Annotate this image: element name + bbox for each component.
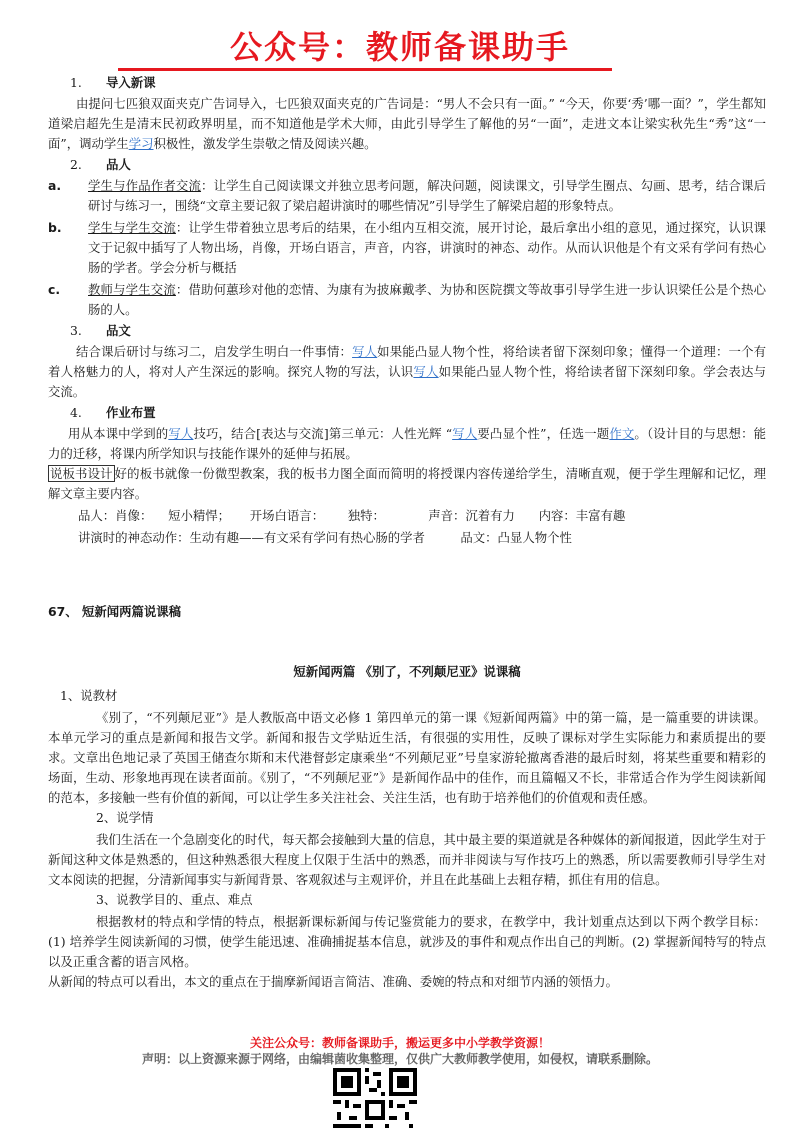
link-study[interactable]: 学习 <box>128 136 154 151</box>
section-heading: 2、说学情 <box>96 810 154 825</box>
section-heading: 1、说教材 <box>60 688 118 703</box>
link-xieren[interactable]: 写人 <box>168 426 194 441</box>
promo-line: 关注公众号：教师备课助手，搬运更多中小学教学资源！ <box>249 1036 550 1050</box>
paragraph: 《别了，“不列颠尼亚”》是人教版高中语文必修 1 第四单元的第一课《短新闻两篇》中的第一篇，是一篇重要的讲读课。本单元学习的重点是新闻和报告文学。新闻和报告文学贴近生活，有很强的实用性，反映了课标对学生实际能力和素质提出的要求。文章出色地记录了英国王储查尔斯和末代港督彭定康乘坐“不列颠尼亚”号皇家游轮撤离香港的最后时刻，将某些重要和精彩的场面，生动、形象地再现在读者面前。《别了，“不列颠尼亚”》是新闻作品中的佳作，而且篇幅又不长，非常适合作为学生阅读新闻的范本，多接触一些有价值的新闻，可以让学生多关注社会、关注生活，也有助于培养他们的价值观和责任感。 <box>48 710 766 805</box>
section-heading: 1. 导入新课 <box>70 75 156 90</box>
board-summary-line: 品人：肖像： 短小精悍； 开场白语言： 独特： 声音：沉着有力 内容：丰富有趣 <box>78 508 626 523</box>
disclaimer-line: 声明：以上资源来源于网络，由编辑菌收集整理，仅供广大教师教学使用，如侵权，请联系删除。 <box>141 1052 658 1066</box>
board-design-label: 说板书设计 <box>50 466 113 481</box>
page-title: 公众号：教师备课助手 <box>229 28 570 66</box>
link-zuowen[interactable]: 作文 <box>609 426 635 441</box>
paragraph: 我们生活在一个急剧变化的时代，每天都会接触到大量的信息，其中最主要的渠道就是各种媒体的新闻报道，因此学生对于新闻这种文体是熟悉的，但这种熟悉很大程度上仅限于生活中的熟悉，而并非阅读与写作技巧上的熟悉，所以需要教师引导学生对文本阅读的把握，分清新闻事实与新闻背景、客观叙述与主观评价，并且在此基础上去粗存精，抓住有用的信息。 <box>48 832 766 887</box>
link-xieren[interactable]: 写人 <box>452 426 478 441</box>
article-title: 短新闻两篇 《别了，不列颠尼亚》说课稿 <box>293 664 521 679</box>
title-underline <box>118 68 612 71</box>
paragraph: 由提问七匹狼双面夹克广告词导入，七匹狼双面夹克的广告词是：“男人不会只有一面。” “今天，你要‘秀’哪一面？”，学生都知道梁启超先生是清末民初政界明星，而不知道他是学术大师，由此引导学生了解他的另“一面”，走进文本让梁实秋先生“秀”这“一面”，调动学生学习积极性，激发学生崇敬之情及阅读兴趣。 <box>48 96 766 151</box>
section-heading: 3、说教学目的、重点、难点 <box>96 892 253 907</box>
link-xieren[interactable]: 写人 <box>352 344 378 359</box>
list-item: a. 学生与作品作者交流：让学生自己阅读课文并独立思考问题，解决问题，阅读课文，引导学生圈点、勾画、思考，结合课后研讨与练习一，围绕“文章主要记叙了梁启超讲演时的哪些情况”引导学生了解梁启超的形象特点。 <box>48 178 767 213</box>
board-summary-line: 讲演时的神态动作：生动有趣——有文采有学问有热心肠的学者 品文：凸显人物个性 <box>78 530 572 545</box>
qr-code-icon <box>333 1068 417 1128</box>
section-heading: 3. 品文 <box>70 323 131 338</box>
article-number: 67、 短新闻两篇说课稿 <box>48 604 182 619</box>
list-item: c. 教师与学生交流：借助何蕙珍对他的恋情、为康有为披麻戴孝、为协和医院撰文等故事引导学生进一步认识梁任公是个热心肠的人。 <box>48 282 767 317</box>
section-heading: 2. 品人 <box>70 157 131 172</box>
paragraph: 根据教材的特点和学情的特点，根据新课标新闻与传记鉴赏能力的要求，在教学中，我计划重点达到以下两个教学目标：(1) 培养学生阅读新闻的习惯，使学生能迅速、准确捕捉基本信息，就涉及的事件和观点作出自己的判断。(2) 掌握新闻特写的特点以及正重含蓄的语言风格。 <box>48 914 766 969</box>
paragraph: 说板书设计 好的板书就像一份微型教案，我的板书力图全面而简明的将授课内容传递给学生，清晰直观，便于学生理解和记忆，理解文章主要内容。 <box>48 466 767 501</box>
list-item: b. 学生与学生交流：让学生带着独立思考后的结果，在小组内互相交流，展开讨论，最后拿出小组的意见，通过探究，认识课文于记叙中插写了人物出场，肖像，开场白语言，声音，内容，讲演时的神态、动作。从而认识他是个有文采有学问有热心肠的学者。学会分析与概括 <box>48 220 767 275</box>
section-heading: 4. 作业布置 <box>70 405 156 420</box>
paragraph: 从新闻的特点可以看出，本文的重点在于揣摩新闻语言简洁、准确、委婉的特点和对细节内涵的领悟力。 <box>48 974 618 989</box>
paragraph: 结合课后研讨与练习二，启发学生明白一件事情：写人如果能凸显人物个性，将给读者留下深刻印象；懂得一个道理：一个有着人格魅力的人，将对人产生深远的影响。探究人物的写法，认识写人如果能凸显人物个性，将给读者留下深刻印象。学会表达与交流。 <box>48 344 767 399</box>
paragraph: 用从本课中学到的写人技巧，结合[表达与交流]第三单元：人性光辉 “写人要凸显个性”，任选一题作文。（设计目的与思想：能力的迁移，将课内所学知识与技能作课外的延伸与拓展。 <box>48 426 767 461</box>
link-xieren[interactable]: 写人 <box>413 364 439 379</box>
document-body <box>48 72 766 992</box>
